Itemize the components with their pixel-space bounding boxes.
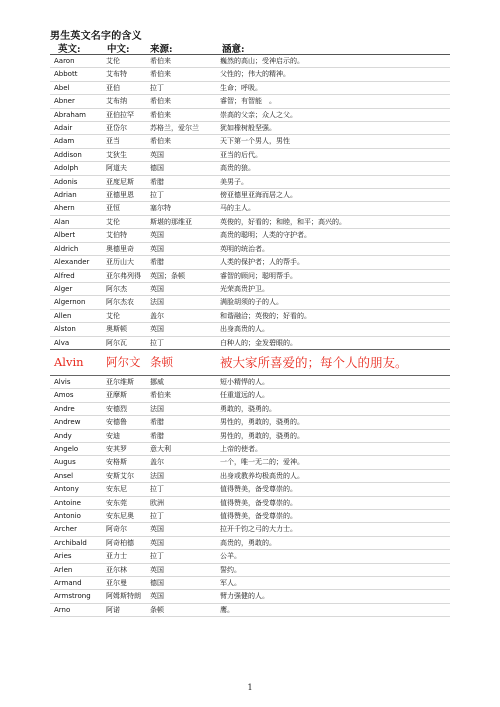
cell-origin: 挪威 [146, 375, 216, 388]
cell-origin: 英国 [146, 323, 216, 336]
table-row [50, 577, 450, 590]
cell-origin: 意大利 [146, 442, 216, 455]
cell-chinese: 阿尔杰农 [102, 296, 146, 309]
cell-chinese: 奥德里奇 [102, 242, 146, 255]
cell-english: Alexander [50, 256, 102, 269]
cell-chinese: 安德鲁 [102, 416, 146, 429]
cell-meaning: 亚当的后代。 [216, 148, 450, 161]
table-row [50, 469, 450, 482]
table-row [50, 389, 450, 402]
cell-meaning: 马的主人。 [216, 202, 450, 215]
cell-meaning: 父性的；伟大的精神。 [216, 68, 450, 81]
table-row [50, 296, 450, 309]
cell-meaning: 值得赞美，备受尊崇的。 [216, 496, 450, 509]
cell-meaning: 英明的统治者。 [216, 242, 450, 255]
cell-meaning: 公羊。 [216, 550, 450, 563]
table-row [50, 375, 450, 388]
page-number: 1 [247, 683, 253, 692]
cell-english: Alvin [50, 349, 102, 375]
cell-origin: 希伯来 [146, 108, 216, 121]
cell-chinese: 阿尔杰 [102, 282, 146, 295]
table-row [50, 496, 450, 509]
cell-chinese: 亚尔林 [102, 563, 146, 576]
table-row [50, 416, 450, 429]
cell-origin: 英国 [146, 229, 216, 242]
table-row [50, 135, 450, 148]
table-row [50, 189, 450, 202]
cell-meaning: 男性的，勇敢的，骁勇的。 [216, 416, 450, 429]
cell-meaning: 天下第一个男人，男性 [216, 135, 450, 148]
cell-chinese: 亚伯拉罕 [102, 108, 146, 121]
cell-chinese: 亚当 [102, 135, 146, 148]
cell-origin: 希腊 [146, 416, 216, 429]
cell-meaning: 勇敢的，骁勇的。 [216, 402, 450, 415]
cell-chinese: 安格斯 [102, 456, 146, 469]
cell-origin: 拉丁 [146, 510, 216, 523]
cell-chinese: 亚力士 [102, 550, 146, 563]
cell-english: Abraham [50, 108, 102, 121]
table-row [50, 523, 450, 536]
cell-chinese: 阿奇柏德 [102, 536, 146, 549]
cell-meaning: 睿智；有智能 。 [216, 95, 450, 108]
cell-chinese: 阿姆斯特朗 [102, 590, 146, 603]
cell-origin: 英国 [146, 523, 216, 536]
cell-origin: 英国；条顿 [146, 269, 216, 282]
cell-origin: 希伯来 [146, 135, 216, 148]
cell-english: Abner [50, 95, 102, 108]
cell-meaning: 光荣高贵护卫。 [216, 282, 450, 295]
cell-english: Antoine [50, 496, 102, 509]
cell-origin: 拉丁 [146, 336, 216, 349]
cell-chinese: 亚度尼斯 [102, 175, 146, 188]
table-row [50, 323, 450, 336]
cell-meaning: 鹰。 [216, 603, 450, 616]
table-row [50, 175, 450, 188]
cell-english: Antonio [50, 510, 102, 523]
cell-origin: 盖尔 [146, 309, 216, 322]
cell-chinese: 阿诺 [102, 603, 146, 616]
table-row [50, 229, 450, 242]
page-title: 男生英文名字的含义 [50, 31, 142, 42]
cell-origin: 英国 [146, 536, 216, 549]
table-row [50, 108, 450, 121]
table-row [50, 550, 450, 563]
cell-meaning: 和谐融洽；英俊的；好看的。 [216, 309, 450, 322]
cell-english: Armand [50, 577, 102, 590]
cell-meaning: 上帝的使者。 [216, 442, 450, 455]
table-row [50, 536, 450, 549]
cell-origin: 欧洲 [146, 496, 216, 509]
cell-origin: 苏格兰，爱尔兰 [146, 122, 216, 135]
cell-english: Andrew [50, 416, 102, 429]
table-row [50, 55, 450, 68]
cell-chinese: 阿尔瓦 [102, 336, 146, 349]
cell-meaning: 任重道远的人。 [216, 389, 450, 402]
cell-english: Amos [50, 389, 102, 402]
cell-english: Aaron [50, 55, 102, 68]
cell-chinese: 亚恒 [102, 202, 146, 215]
cell-chinese: 奥斯顿 [102, 323, 146, 336]
cell-english: Angelo [50, 442, 102, 455]
table-header [50, 40, 450, 55]
table-row [50, 510, 450, 523]
cell-chinese: 阿道夫 [102, 162, 146, 175]
cell-origin: 希伯来 [146, 95, 216, 108]
cell-english: Andre [50, 402, 102, 415]
cell-english: Arlen [50, 563, 102, 576]
header-chinese: 中文: [107, 44, 130, 55]
cell-origin: 拉丁 [146, 483, 216, 496]
cell-english: Alan [50, 215, 102, 228]
cell-english: Adrian [50, 189, 102, 202]
cell-meaning: 出身或教养均极高贵的人。 [216, 469, 450, 482]
cell-chinese: 亚岱尔 [102, 122, 146, 135]
cell-meaning: 值得赞美，备受尊崇的。 [216, 483, 450, 496]
cell-meaning: 誓约。 [216, 563, 450, 576]
cell-english: Aldrich [50, 242, 102, 255]
cell-origin: 塞尔特 [146, 202, 216, 215]
table-row [50, 442, 450, 455]
cell-chinese: 安东莞 [102, 496, 146, 509]
cell-chinese: 艾伦 [102, 55, 146, 68]
cell-origin: 条顿 [146, 603, 216, 616]
cell-meaning: 巍然的高山；受神启示的。 [216, 55, 450, 68]
cell-origin: 希伯来 [146, 55, 216, 68]
table-row [50, 242, 450, 255]
cell-chinese: 安东尼奥 [102, 510, 146, 523]
cell-origin: 法国 [146, 402, 216, 415]
cell-meaning: 一个，唯一无二的；爱神。 [216, 456, 450, 469]
cell-meaning: 傍亚德里亚海而居之人。 [216, 189, 450, 202]
table-row [50, 162, 450, 175]
cell-meaning: 白种人的；金发碧眼的。 [216, 336, 450, 349]
cell-english: Andy [50, 429, 102, 442]
table-row [50, 202, 450, 215]
cell-meaning: 短小精悍的人。 [216, 375, 450, 388]
cell-meaning: 睿智的顾问；聪明帮手。 [216, 269, 450, 282]
cell-origin: 希伯来 [146, 68, 216, 81]
table-row [50, 95, 450, 108]
cell-chinese: 艾布纳 [102, 95, 146, 108]
table-row [50, 256, 450, 269]
table-row [50, 68, 450, 81]
cell-english: Ansel [50, 469, 102, 482]
cell-chinese: 亚德里恩 [102, 189, 146, 202]
cell-meaning: 美男子。 [216, 175, 450, 188]
cell-meaning: 英俊的，好看的；和睦，和平；高兴的。 [216, 215, 450, 228]
cell-origin: 盖尔 [146, 456, 216, 469]
cell-english: Alfred [50, 269, 102, 282]
cell-meaning: 拉开千钧之弓的大力士。 [216, 523, 450, 536]
cell-meaning: 崇高的父亲；众人之父。 [216, 108, 450, 121]
cell-meaning: 出身高贵的人。 [216, 323, 450, 336]
table-row [50, 563, 450, 576]
cell-chinese: 亚历山大 [102, 256, 146, 269]
table-row [50, 215, 450, 228]
cell-english: Albert [50, 229, 102, 242]
cell-english: Alston [50, 323, 102, 336]
cell-meaning: 值得赞美，备受尊崇的。 [216, 510, 450, 523]
table-row [50, 336, 450, 349]
cell-origin: 希腊 [146, 256, 216, 269]
table-row [50, 590, 450, 603]
cell-chinese: 亚尔维斯 [102, 375, 146, 388]
cell-english: Alvis [50, 375, 102, 388]
cell-origin: 英国 [146, 590, 216, 603]
cell-english: Adolph [50, 162, 102, 175]
cell-chinese: 亚摩斯 [102, 389, 146, 402]
cell-meaning: 生命；呼吸。 [216, 81, 450, 94]
table-row [50, 429, 450, 442]
cell-english: Archibald [50, 536, 102, 549]
cell-chinese: 艾布特 [102, 68, 146, 81]
cell-origin: 法国 [146, 469, 216, 482]
header-origin: 来源: [150, 44, 173, 55]
cell-chinese: 艾狄生 [102, 148, 146, 161]
cell-chinese: 安东尼 [102, 483, 146, 496]
cell-english: Allen [50, 309, 102, 322]
table-row [50, 282, 450, 295]
cell-origin: 希腊 [146, 175, 216, 188]
table-row [50, 309, 450, 322]
cell-origin: 英国 [146, 148, 216, 161]
cell-english: Aries [50, 550, 102, 563]
cell-english: Adam [50, 135, 102, 148]
table-row [50, 456, 450, 469]
cell-origin: 拉丁 [146, 81, 216, 94]
cell-meaning: 军人。 [216, 577, 450, 590]
cell-meaning: 臂力强健的人。 [216, 590, 450, 603]
cell-meaning: 男性的，勇敢的，骁勇的。 [216, 429, 450, 442]
cell-chinese: 亚尔弗列得 [102, 269, 146, 282]
cell-meaning: 高贵的，勇敢的。 [216, 536, 450, 549]
cell-chinese: 艾伯特 [102, 229, 146, 242]
cell-origin: 斯堪的那维亚 [146, 215, 216, 228]
header-english: 英文: [58, 44, 81, 55]
header-meaning: 涵意: [222, 44, 245, 55]
table-row [50, 402, 450, 415]
table-row [50, 148, 450, 161]
cell-chinese: 安迪 [102, 429, 146, 442]
cell-meaning: 被大家所喜爱的；每个人的朋友。 [216, 349, 450, 375]
cell-chinese: 安斯艾尔 [102, 469, 146, 482]
cell-origin: 拉丁 [146, 550, 216, 563]
cell-english: Adair [50, 122, 102, 135]
cell-english: Abbott [50, 68, 102, 81]
table-row [50, 269, 450, 282]
cell-chinese: 阿尔文 [102, 349, 146, 375]
cell-meaning: 满脸胡须的子的人。 [216, 296, 450, 309]
cell-meaning: 高贵的聪明；人类的守护者。 [216, 229, 450, 242]
cell-origin: 英国 [146, 282, 216, 295]
cell-english: Alva [50, 336, 102, 349]
cell-origin: 希腊 [146, 429, 216, 442]
cell-english: Algernon [50, 296, 102, 309]
table-row [50, 349, 450, 375]
table-row [50, 483, 450, 496]
cell-english: Adonis [50, 175, 102, 188]
cell-origin: 德国 [146, 162, 216, 175]
table-row [50, 122, 450, 135]
cell-chinese: 安其罗 [102, 442, 146, 455]
cell-origin: 条顿 [146, 349, 216, 375]
cell-origin: 拉丁 [146, 189, 216, 202]
cell-chinese: 阿奇尔 [102, 523, 146, 536]
cell-english: Ahern [50, 202, 102, 215]
table-row [50, 603, 450, 616]
names-table [50, 55, 450, 617]
cell-english: Armstrong [50, 590, 102, 603]
cell-chinese: 亚尔曼 [102, 577, 146, 590]
cell-english: Addison [50, 148, 102, 161]
cell-origin: 英国 [146, 242, 216, 255]
cell-origin: 法国 [146, 296, 216, 309]
cell-origin: 德国 [146, 577, 216, 590]
cell-english: Augus [50, 456, 102, 469]
cell-origin: 英国 [146, 563, 216, 576]
cell-english: Abel [50, 81, 102, 94]
cell-chinese: 安德烈 [102, 402, 146, 415]
cell-chinese: 艾伦 [102, 215, 146, 228]
cell-chinese: 艾伦 [102, 309, 146, 322]
cell-chinese: 亚伯 [102, 81, 146, 94]
cell-meaning: 高贵的狼。 [216, 162, 450, 175]
cell-meaning: 人类的保护者；人的帮手。 [216, 256, 450, 269]
cell-origin: 希伯来 [146, 389, 216, 402]
cell-english: Alger [50, 282, 102, 295]
cell-meaning: 犹如橡树般坚强。 [216, 122, 450, 135]
cell-english: Antony [50, 483, 102, 496]
table-row [50, 81, 450, 94]
cell-english: Arno [50, 603, 102, 616]
cell-english: Archer [50, 523, 102, 536]
